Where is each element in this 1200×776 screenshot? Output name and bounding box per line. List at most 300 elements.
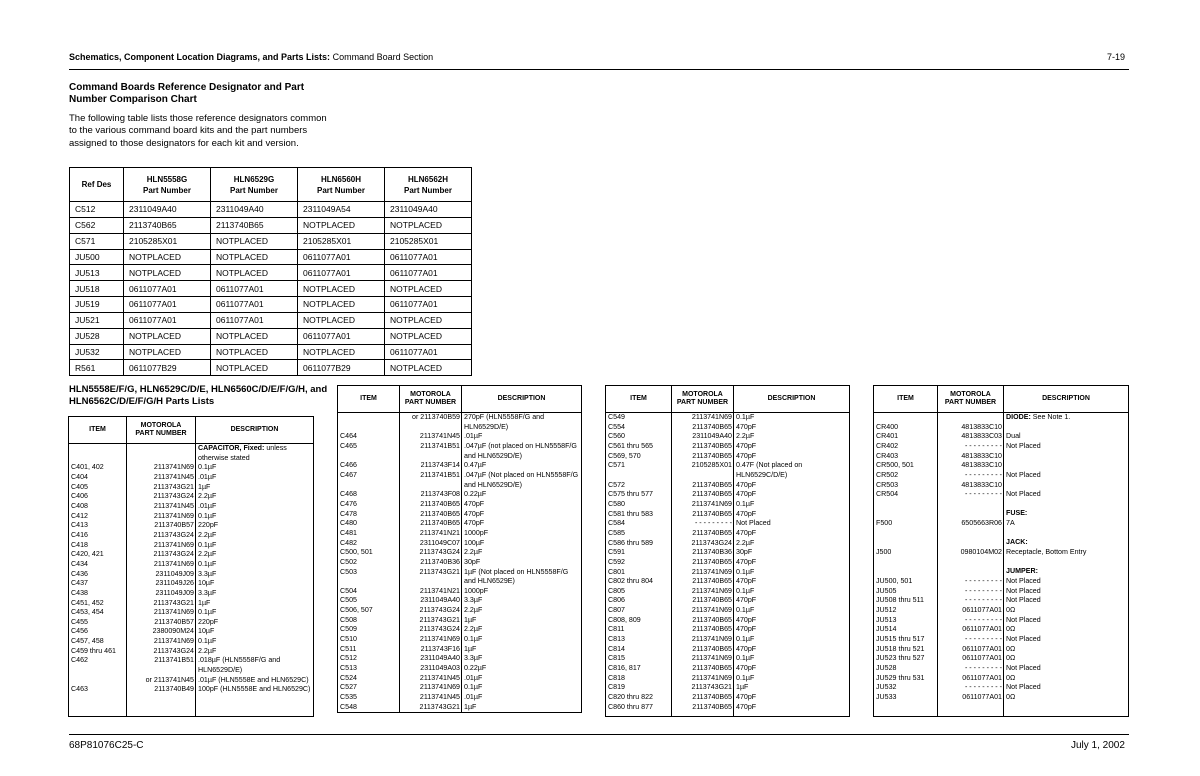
running-header <box>69 52 433 62</box>
part-number-cell: 2113741B51 <box>154 656 194 665</box>
table-row <box>874 509 1128 519</box>
motorola-header-line1: MOTOROLA <box>950 391 991 398</box>
part-number-cell: NOTPLACED <box>124 249 211 265</box>
comparison-col-header <box>298 168 385 202</box>
table-row <box>874 490 1128 500</box>
part-number-cell: 2113741N21 <box>419 586 460 595</box>
table-row <box>606 539 849 549</box>
description-cell: .047µF (not placed on HLN5558F/G and HLN6529D/E) <box>464 441 577 460</box>
category-label: JACK: <box>1006 538 1028 547</box>
part-number-cell: 2113740B65 <box>692 596 732 605</box>
description-cell: 0.47F (Not placed on HLN6529C/D/E) <box>736 461 803 479</box>
item-cell: C585 <box>608 528 625 537</box>
item-cell: C503 <box>340 567 357 576</box>
item-cell: JU514 <box>876 625 897 634</box>
ref-des-cell: JU500 <box>70 249 124 265</box>
parts-lists-title: HLN5558E/F/G, HLN6529C/D/E, HLN6560C/D/E/F/G/H, and HLN6562C/D/E/F/G/H Parts Lists <box>69 384 328 407</box>
description-cell: Not Placed <box>1006 490 1041 499</box>
description-cell: 0.1µF <box>736 606 755 615</box>
item-cell: C511 <box>340 644 357 653</box>
item-cell <box>874 509 938 519</box>
part-number-cell: 0611077A01 <box>385 265 472 281</box>
part-number-cell: 2113740B65 <box>692 528 732 537</box>
description-cell: 470pF <box>736 664 757 673</box>
item-cell: C513 <box>340 664 357 673</box>
part-number-cell: 2113740B65 <box>420 499 460 508</box>
part-number-cell: - - - - - - - - - <box>964 683 1002 692</box>
table-row <box>69 463 313 473</box>
description-cell: 0.1µF <box>736 586 755 595</box>
description-col-header: DESCRIPTION <box>230 426 279 433</box>
part-number-cell: 0611077A01 <box>298 328 385 344</box>
item-cell: C420, 421 <box>71 550 104 559</box>
part-number-cell: 0611077A01 <box>962 625 1002 634</box>
col-header-line2: Part Number <box>142 185 191 195</box>
description-cell: 470pF <box>464 509 485 518</box>
item-col-header: ITEM <box>338 386 400 412</box>
item-cell: CR400 <box>876 422 899 431</box>
description-cell: 1000pF <box>464 528 489 537</box>
table-row <box>606 635 849 645</box>
table-row <box>69 550 313 560</box>
description-cell: 30pF <box>464 557 481 566</box>
item-cell <box>874 567 938 577</box>
item-cell: CR403 <box>876 451 899 460</box>
table-row <box>338 558 581 568</box>
document-id: 68P81076C25-C <box>69 740 144 751</box>
part-number-cell: 2311049J26 <box>155 579 194 588</box>
description-cell: 470pF <box>736 480 757 489</box>
description-cell: 7A <box>1006 519 1015 528</box>
part-number-cell: 2113740B65 <box>692 490 732 499</box>
description-cell: 1µF <box>464 644 477 653</box>
part-number-cell: 2311049A40 <box>692 432 732 441</box>
part-number-cell: - - - - - - - - - <box>964 586 1002 595</box>
table-row <box>606 432 849 442</box>
table-row <box>338 490 581 500</box>
description-cell <box>196 444 313 463</box>
description-cell: 3.3µF <box>198 569 217 578</box>
item-cell: C505 <box>340 596 357 605</box>
table-row <box>874 567 1128 577</box>
table-row <box>338 664 581 674</box>
table-row <box>874 538 1128 548</box>
table-row <box>338 529 581 539</box>
description-cell: 2.2µF <box>198 550 217 559</box>
item-cell: C459 thru 461 <box>71 646 116 655</box>
part-number-cell: NOTPLACED <box>211 344 298 360</box>
description-cell: Not Placed <box>1006 586 1041 595</box>
col-header-line2: Part Number <box>229 185 278 195</box>
part-number-cell <box>938 509 1004 519</box>
item-cell: C527 <box>340 683 357 692</box>
parts-table-3 <box>605 385 850 717</box>
parts-table-1 <box>68 416 314 717</box>
table-row <box>338 587 581 597</box>
ref-des-cell: C571 <box>70 233 124 249</box>
item-cell <box>874 558 938 568</box>
part-number-cell: or 2113740B59 <box>412 413 460 421</box>
col-header-line1: HLN5558G <box>146 174 188 184</box>
part-number-cell: 2113740B65 <box>420 519 460 528</box>
comparison-table <box>69 167 472 376</box>
description-cell: .01µF <box>464 673 483 682</box>
part-number-cell: - - - - - - - - - <box>694 519 732 528</box>
description-cell: 30pF <box>736 548 753 557</box>
col-header-line1: HLN6529G <box>233 174 275 184</box>
table-row <box>606 481 849 491</box>
table-row <box>69 444 313 463</box>
table-row <box>874 693 1128 703</box>
comparison-col-header <box>124 168 211 202</box>
part-number-cell: 2113740B57 <box>154 617 194 626</box>
table-row <box>606 568 849 578</box>
table-row <box>70 281 472 297</box>
table-row <box>874 413 1128 423</box>
part-number-cell <box>938 500 1004 510</box>
part-number-cell: NOTPLACED <box>124 328 211 344</box>
table-row <box>70 344 472 360</box>
part-number-cell: - - - - - - - - - <box>964 470 1002 479</box>
part-number-cell: 2105285X01 <box>691 461 732 470</box>
description-cell: .01µF <box>464 432 483 441</box>
table-row <box>338 539 581 549</box>
part-number-cell: 0611077A01 <box>962 673 1002 682</box>
parts-table-body <box>69 444 313 716</box>
description-cell: .047µF (Not placed on HLN5558F/G and HLN6529D/E) <box>464 470 579 489</box>
description-cell <box>1004 481 1128 491</box>
part-number-cell: 0611077A01 <box>211 297 298 313</box>
part-number-cell: 2113740B65 <box>692 557 732 566</box>
item-cell: C820 thru 822 <box>608 693 653 702</box>
description-cell: 220pF <box>198 521 219 530</box>
table-row <box>606 654 849 664</box>
part-number-cell: 2113741N69 <box>691 499 732 508</box>
part-number-cell: NOTPLACED <box>385 312 472 328</box>
description-cell: Not Placed <box>1006 441 1041 450</box>
part-number-cell: 0611077B29 <box>124 360 211 376</box>
item-cell: C535 <box>340 693 357 702</box>
description-cell: 1µF (Not placed on HLN5558F/G and HLN6529E) <box>464 567 569 586</box>
item-cell: C480 <box>340 519 357 528</box>
table-row <box>69 685 313 695</box>
document-date: July 1, 2002 <box>1071 740 1125 751</box>
table-row <box>606 587 849 597</box>
description-cell: Dual <box>1006 432 1021 441</box>
part-number-cell: NOTPLACED <box>385 360 472 376</box>
category-note: unless otherwise stated <box>198 444 287 462</box>
description-cell: 0.1µF <box>736 499 755 508</box>
item-cell: C572 <box>608 480 625 489</box>
table-row <box>606 577 849 587</box>
description-cell: 0.22µF <box>464 664 487 673</box>
item-cell: C462 <box>71 656 88 665</box>
description-cell: 2.2µF <box>198 646 217 655</box>
table-row <box>874 645 1128 655</box>
item-cell: C580 <box>608 499 625 508</box>
col-header-line1: HLN6560H <box>320 174 361 184</box>
table-row <box>70 360 472 376</box>
table-row <box>874 558 1128 568</box>
item-cell: C468 <box>340 490 357 499</box>
part-number-cell: 2113743G21 <box>153 598 194 607</box>
table-row <box>874 423 1128 433</box>
part-number-cell: or 2113741N45 <box>145 675 194 684</box>
item-cell: C401, 402 <box>71 463 104 472</box>
item-cell: CR503 <box>876 480 899 489</box>
comparison-intro: The following table lists those reference designators common to the various command board kits and the part numbers assigned to those designators for each kit and version. <box>69 113 327 149</box>
parts-table-body <box>606 413 849 716</box>
motorola-header-line2: PART NUMBER <box>135 430 187 437</box>
part-number-cell: 2113741N69 <box>691 567 732 576</box>
item-cell: C457, 458 <box>71 637 104 646</box>
header-section-rest: Command Board Section <box>330 52 434 62</box>
part-number-cell <box>938 413 1004 423</box>
parts-table-header <box>69 417 313 444</box>
part-number-cell: 2113743G21 <box>419 567 460 576</box>
part-number-cell: 2113741N69 <box>153 463 194 472</box>
part-number-cell: 2113743F08 <box>420 490 460 499</box>
table-row <box>874 452 1128 462</box>
item-cell: C416 <box>71 530 88 539</box>
item-cell: J500 <box>876 548 892 557</box>
part-number-cell: 2113743G24 <box>419 606 460 615</box>
description-cell: 10µF <box>198 579 215 588</box>
description-cell: 1µF <box>464 615 477 624</box>
parts-table-4 <box>873 385 1129 717</box>
part-number-cell: 2113740B65 <box>211 217 298 233</box>
motorola-header-line2: PART NUMBER <box>404 399 457 406</box>
table-row <box>69 647 313 657</box>
description-cell: 270pF (HLN5558F/G and HLN6529D/E) <box>464 413 545 431</box>
description-cell: 3.3µF <box>464 596 483 605</box>
part-number-cell: NOTPLACED <box>211 360 298 376</box>
part-number-cell: 2311049C07 <box>419 538 460 547</box>
description-cell: 0.1µF <box>198 463 217 472</box>
table-row <box>606 413 849 423</box>
part-number-cell: - - - - - - - - - <box>964 577 1002 586</box>
part-number-cell: 2113743G24 <box>153 646 194 655</box>
description-cell: 0.1µF <box>736 567 755 576</box>
table-row <box>606 510 849 520</box>
description-cell: 0.1µF <box>464 683 483 692</box>
col-header-line1: HLN6562H <box>407 174 448 184</box>
item-cell: JU512 <box>876 606 897 615</box>
description-cell: Not Placed <box>1006 663 1041 672</box>
table-row <box>69 589 313 599</box>
description-col-header: DESCRIPTION <box>767 395 816 402</box>
part-number-cell: - - - - - - - - - <box>964 634 1002 643</box>
part-number-cell: 2113740B57 <box>154 521 194 530</box>
item-cell: C569, 570 <box>608 451 641 460</box>
part-number-cell: 0611077A01 <box>385 344 472 360</box>
ref-des-cell: JU521 <box>70 312 124 328</box>
item-cell: C451, 452 <box>71 598 104 607</box>
motorola-col-header <box>127 417 196 443</box>
description-cell: 0Ω <box>1006 673 1016 682</box>
description-cell <box>1004 500 1128 510</box>
description-cell: 470pF <box>736 596 757 605</box>
table-row <box>69 599 313 609</box>
table-row <box>606 442 849 452</box>
table-row <box>69 656 313 675</box>
part-number-cell: 2113740B65 <box>692 693 732 702</box>
item-cell: C506, 507 <box>340 606 373 615</box>
table-row <box>606 664 849 674</box>
table-row <box>69 579 313 589</box>
part-number-cell: 2113740B65 <box>692 441 732 450</box>
part-number-cell: 2105285X01 <box>298 233 385 249</box>
item-cell: C584 <box>608 519 625 528</box>
item-cell: C482 <box>340 538 357 547</box>
description-cell: 470pF <box>736 625 757 634</box>
ref-des-cell: JU532 <box>70 344 124 360</box>
table-row <box>874 529 1128 539</box>
description-cell: 0Ω <box>1006 625 1016 634</box>
description-cell: .01µF <box>198 472 217 481</box>
part-number-cell: 2113740B65 <box>692 625 732 634</box>
part-number-cell: 2113743G21 <box>419 702 460 711</box>
part-number-cell: 2105285X01 <box>124 233 211 249</box>
part-number-cell: - - - - - - - - - <box>964 441 1002 450</box>
item-cell: CR401 <box>876 432 899 441</box>
description-cell: 470pF <box>736 441 757 450</box>
table-row <box>70 312 472 328</box>
table-row <box>338 703 581 712</box>
table-row <box>874 625 1128 635</box>
part-number-cell <box>127 444 196 463</box>
ref-des-cell: JU513 <box>70 265 124 281</box>
description-cell <box>1004 509 1128 519</box>
table-row <box>338 606 581 616</box>
description-cell: 0.1µF <box>736 673 755 682</box>
part-number-cell: 2113740B65 <box>692 422 732 431</box>
table-row <box>69 676 313 686</box>
table-row <box>69 541 313 551</box>
part-number-cell <box>938 529 1004 539</box>
description-cell: Not Placed <box>1006 596 1041 605</box>
description-cell: Not Placed <box>736 519 771 528</box>
part-number-cell: NOTPLACED <box>298 297 385 313</box>
item-cell: C455 <box>71 617 88 626</box>
part-number-cell: 2113743G24 <box>419 548 460 557</box>
part-number-cell: 2113740B49 <box>154 685 194 694</box>
description-cell: 1000pF <box>464 586 489 595</box>
item-cell: C512 <box>340 654 357 663</box>
description-cell: 0.1µF <box>198 511 217 520</box>
table-row <box>69 521 313 531</box>
description-cell: 470pF <box>736 644 757 653</box>
table-row <box>874 432 1128 442</box>
parts-table-body <box>338 413 581 712</box>
item-cell: C802 thru 804 <box>608 577 653 586</box>
description-cell: 0.1µF <box>736 654 755 663</box>
part-number-cell: 0611077A01 <box>962 692 1002 701</box>
comparison-col-header <box>385 168 472 202</box>
part-number-cell: 2113740B65 <box>692 644 732 653</box>
table-row <box>69 627 313 637</box>
part-number-cell: 2113741N69 <box>691 635 732 644</box>
description-cell: .01µF <box>198 501 217 510</box>
description-cell <box>1004 413 1128 423</box>
table-row <box>338 693 581 703</box>
description-cell: 0.1µF <box>464 635 483 644</box>
part-number-cell: 4813833C10 <box>961 480 1002 489</box>
table-row <box>606 625 849 635</box>
table-row <box>606 616 849 626</box>
comparison-title: Command Boards Reference Designator and Part Number Comparison Chart <box>69 82 305 105</box>
description-cell: 2.2µF <box>464 606 483 615</box>
description-cell: Not Placed <box>1006 634 1041 643</box>
table-row <box>70 217 472 233</box>
item-cell: C549 <box>608 413 625 421</box>
item-cell: C554 <box>608 422 625 431</box>
part-number-cell: 4813833C03 <box>961 432 1002 441</box>
table-row <box>338 548 581 558</box>
part-number-cell: NOTPLACED <box>298 217 385 233</box>
description-cell <box>1004 461 1128 471</box>
table-row <box>606 529 849 539</box>
part-number-cell: 2113740B36 <box>692 548 732 557</box>
part-number-cell: 2113741N45 <box>419 693 460 702</box>
table-row <box>874 654 1128 664</box>
item-cell: C465 <box>340 441 357 450</box>
part-number-cell: NOTPLACED <box>211 233 298 249</box>
table-row <box>874 664 1128 674</box>
item-cell: CR500, 501 <box>876 461 914 470</box>
table-row <box>338 432 581 442</box>
description-cell: 470pF <box>736 702 757 711</box>
description-cell: 2.2µF <box>464 625 483 634</box>
description-cell <box>1004 452 1128 462</box>
part-number-cell: 2113740B65 <box>692 664 732 673</box>
motorola-header-line1: MOTOROLA <box>410 391 451 398</box>
item-cell: C806 <box>608 596 625 605</box>
item-cell: C413 <box>71 521 88 530</box>
item-cell: C456 <box>71 627 88 636</box>
part-number-cell: NOTPLACED <box>385 217 472 233</box>
item-cell: C813 <box>608 635 625 644</box>
table-row <box>69 608 313 618</box>
description-cell: 0.47µF <box>464 461 487 470</box>
part-number-cell: NOTPLACED <box>298 344 385 360</box>
table-row <box>338 519 581 529</box>
table-row <box>606 596 849 606</box>
item-cell: C819 <box>608 683 625 692</box>
part-number-cell: 2113741N69 <box>691 606 732 615</box>
table-row <box>70 328 472 344</box>
category-label: JUMPER: <box>1006 567 1038 576</box>
item-cell: JU518 thru 521 <box>876 644 925 653</box>
part-number-cell: 0611077A01 <box>124 312 211 328</box>
table-row <box>338 635 581 645</box>
parts-table-body <box>874 413 1128 716</box>
part-number-cell: 2113743G21 <box>153 482 194 491</box>
table-row <box>338 674 581 684</box>
description-cell: 470pF <box>736 528 757 537</box>
category-label: CAPACITOR, Fixed: <box>198 444 265 452</box>
description-cell: 220pF <box>198 617 219 626</box>
part-number-cell: 2113741N69 <box>153 559 194 568</box>
motorola-header-line1: MOTOROLA <box>682 391 723 398</box>
category-label: FUSE: <box>1006 509 1028 518</box>
description-cell <box>1004 558 1128 568</box>
item-cell: C811 <box>608 625 625 634</box>
ref-des-cell: R561 <box>70 360 124 376</box>
table-row <box>338 510 581 520</box>
description-cell: 470pF <box>736 577 757 586</box>
motorola-header-line2: PART NUMBER <box>944 399 997 406</box>
